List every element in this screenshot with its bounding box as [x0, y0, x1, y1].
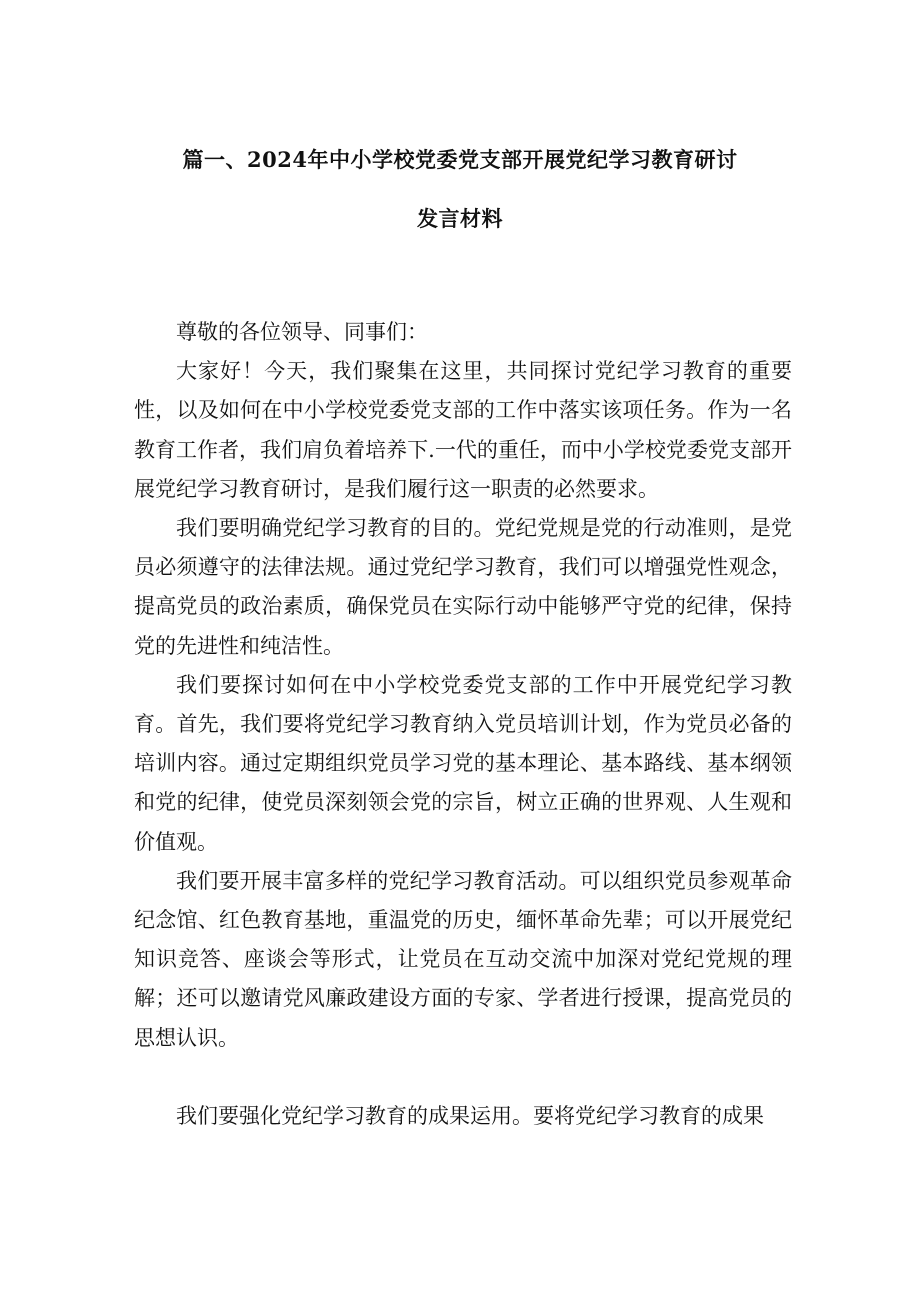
salutation: 尊敬的各位领导、同事们：	[176, 320, 428, 344]
document-body	[134, 313, 792, 1136]
paragraph-1: 大家好！今天，我们聚集在这里，共同探讨党纪学习教育的重要性，以及如何在中小学校党委党支部的工作中落实该项任务。作为一名教育工作者，我们肩负着培养下.一代的重任，而中小学校党委党支部开展党纪学习教育研讨，是我们履行这一职责的必然要求。	[134, 359, 792, 501]
document-title-line-2: 发言材料	[417, 206, 503, 231]
paragraph-5: 我们要强化党纪学习教育的成果运用。要将党纪学习教育的成果	[176, 1103, 764, 1128]
paragraph-2: 我们要明确党纪学习教育的目的。党纪党规是党的行动准则，是党员必须遵守的法律法规。通过党纪学习教育，我们可以增强党性观念，提高党员的政治素质，确保党员在实际行动中能够严守党的纪律，保持党的先进性和纯洁性。	[134, 516, 792, 658]
document-title-line-1: 篇一、2024年中小学校党委党支部开展党纪学习教育研讨	[182, 147, 738, 172]
paragraph-4: 我们要开展丰富多样的党纪学习教育活动。可以组织党员参观革命纪念馆、红色教育基地，重温党的历史，缅怀革命先辈；可以开展党纪知识竞答、座谈会等形式，让党员在互动交流中加深对党纪党规的理解；还可以邀请党风廉政建设方面的专家、学者进行授课，提高党员的思想认识。	[134, 868, 792, 1050]
paragraph-3: 我们要探讨如何在中小学校党委党支部的工作中开展党纪学习教育。首先，我们要将党纪学习教育纳入党员培训计划，作为党员必备的培训内容。通过定期组织党员学习党的基本理论、基本路线、基本纲领和党的纪律，使党员深刻领会党的宗旨，树立正确的世界观、人生观和价值观。	[134, 672, 792, 854]
